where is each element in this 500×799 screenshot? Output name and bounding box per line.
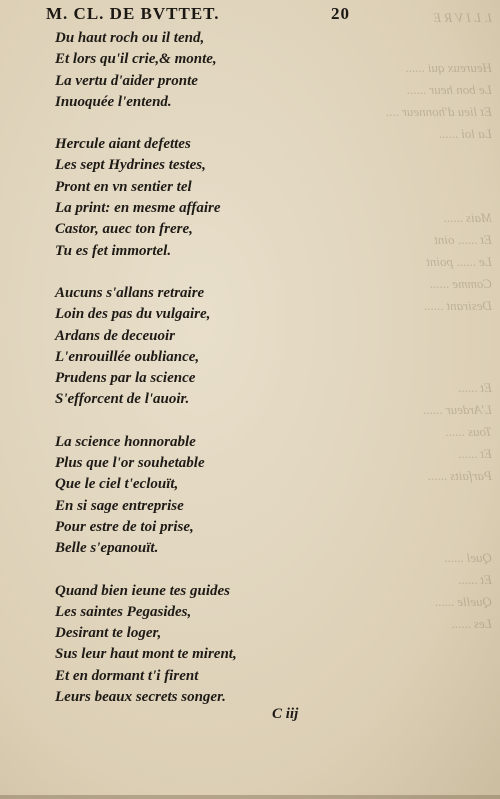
verse-line: S'efforcent de l'auoir.	[55, 391, 190, 408]
verse-line: Prudens par la science	[55, 370, 196, 387]
running-title: M. CL. DE BVTTET.	[46, 4, 220, 23]
stanza	[55, 432, 315, 560]
verse-line: Les sept Hydrines testes,	[55, 157, 206, 174]
verse-line: Pront en vn sentier tel	[55, 178, 192, 195]
verse-line: Leurs beaux secrets songer.	[55, 689, 226, 706]
verse-line: Quand bien ieune tes guides	[55, 582, 231, 599]
verse-line: Desirant te loger,	[55, 625, 162, 642]
verse-line: Ardans de deceuoir	[55, 327, 175, 344]
page-header	[46, 4, 350, 24]
verse-line: La print: en mesme affaire	[55, 200, 221, 217]
stanza	[55, 581, 315, 709]
verse-line: Belle s'epanouït.	[55, 540, 159, 557]
poem-text	[55, 28, 315, 729]
verse-line: Que le ciel t'eclouït,	[55, 476, 179, 493]
page-edge	[0, 795, 500, 799]
verse-line: Loin des pas du vulgaire,	[55, 306, 211, 323]
stanza	[55, 134, 315, 262]
verse-line: Sus leur haut mont te mirent,	[55, 646, 237, 663]
verse-line: Tu es fet immortel.	[55, 242, 172, 259]
verse-line: L'enrouillée oubliance,	[55, 348, 200, 365]
verse-line: Aucuns s'allans retraire	[55, 284, 205, 301]
verse-line: Plus que l'or souhetable	[55, 455, 205, 472]
show-through-text: I. L I V R E Heureux qui ...... Le bon heur ...... Et lieu d'honneur .... La loi ...... Mais ...... Et ...... oint Le ...... point Comme ...... Desirant ...... Et ...... L'Ardeur ...... Tous ...... Et ...... Parfaits ...... Quel ...... Et ...... Quelle ...... Les ......	[385, 10, 492, 631]
verse-line: Et lors qu'il crie,& monte,	[55, 51, 217, 68]
verse-line: Hercule aiant defettes	[55, 136, 191, 153]
verse-line: Castor, auec ton frere,	[55, 221, 193, 238]
verse-line: Inuoquée l'entend.	[55, 93, 172, 110]
page-number: 20	[331, 4, 350, 23]
verse-line: Et en dormant t'i firent	[55, 667, 199, 684]
verse-line: Pour estre de toi prise,	[55, 518, 194, 535]
verse-line: Les saintes Pegasides,	[55, 603, 192, 620]
verse-line: La vertu d'aider pronte	[55, 72, 198, 89]
verse-line: La science honnorable	[55, 433, 196, 450]
stanza	[55, 283, 315, 411]
stanza	[55, 28, 315, 113]
signature-mark: C iij	[272, 706, 299, 722]
verse-line: Du haut roch ou il tend,	[55, 30, 205, 46]
verse-line: En si sage entreprise	[55, 497, 184, 514]
